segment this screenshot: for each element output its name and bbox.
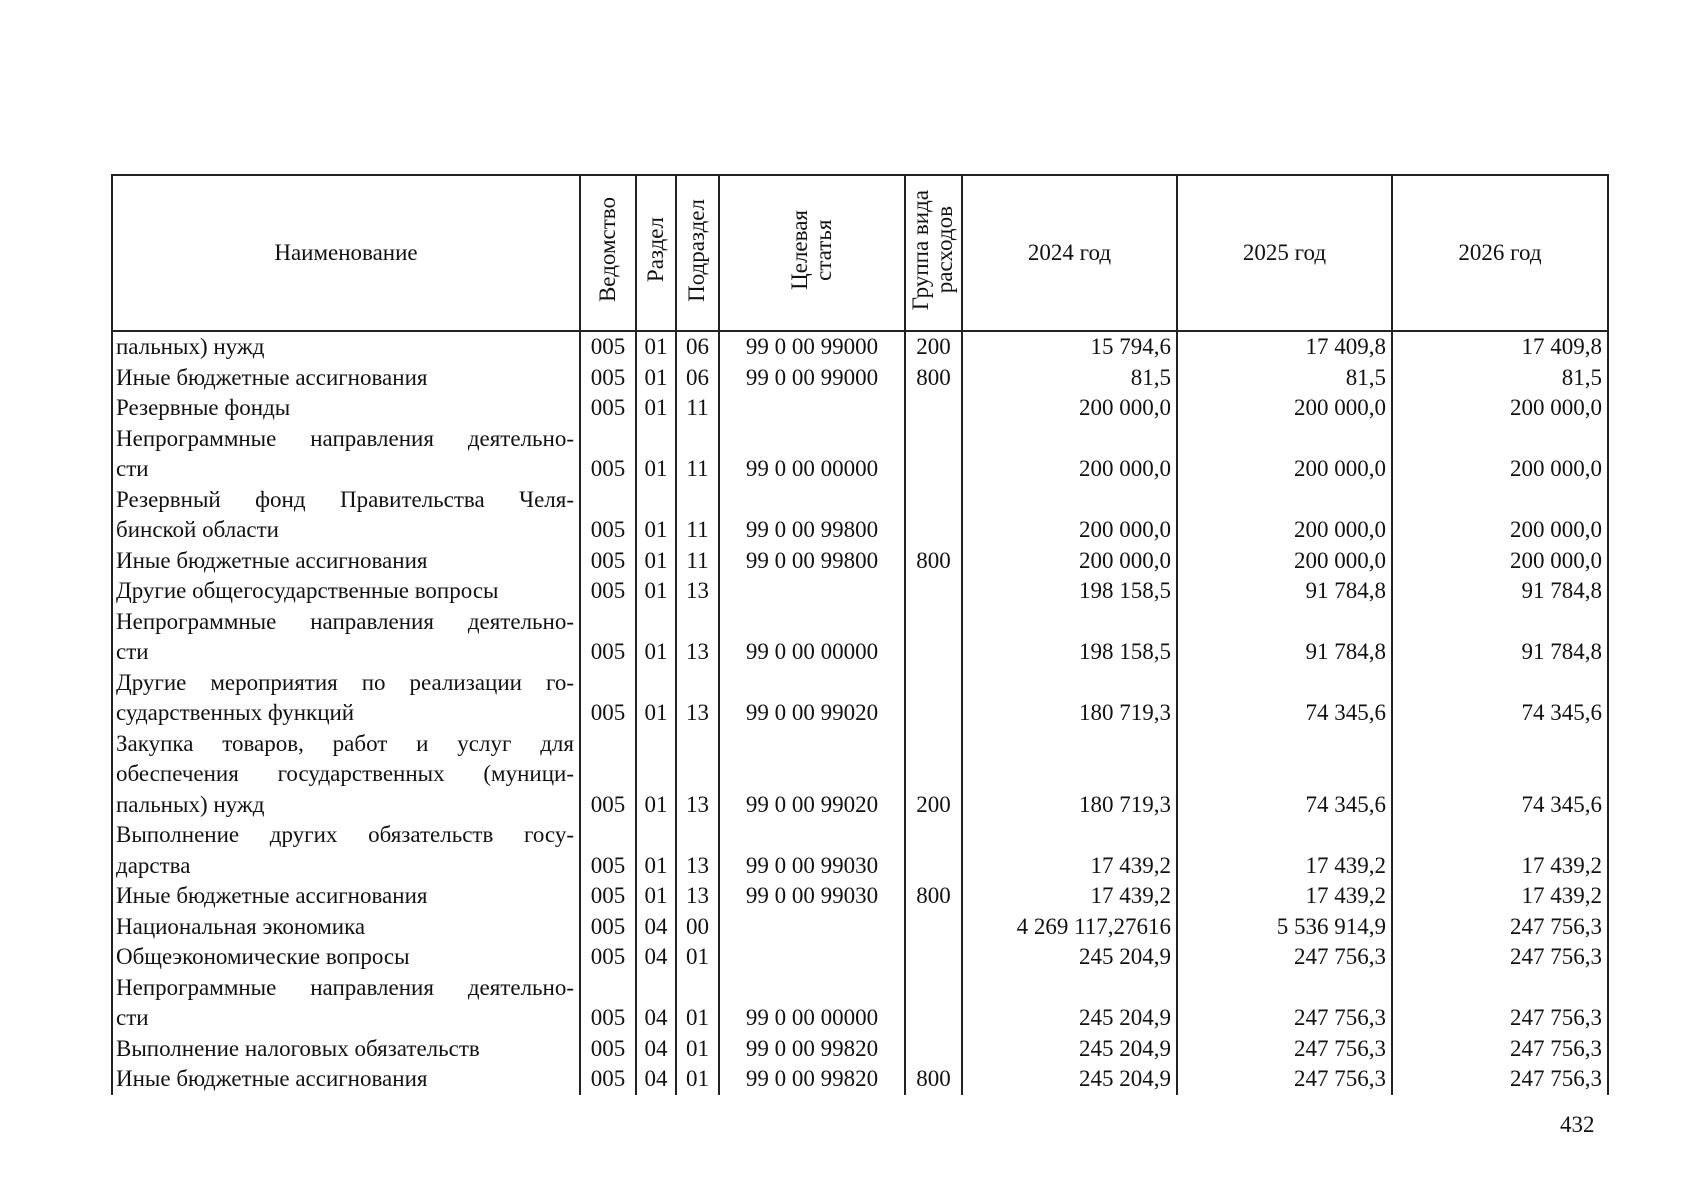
cell-section: [636, 668, 676, 699]
cell-department: 005: [580, 912, 636, 943]
cell-department: 005: [580, 515, 636, 546]
cell-name: Иные бюджетные ассигнования: [112, 363, 580, 394]
cell-2024: 245 204,9: [962, 1003, 1177, 1034]
table-row: [112, 729, 1608, 760]
header-year-2026: 2026 год: [1392, 175, 1608, 331]
cell-expense-group: [905, 820, 962, 851]
cell-expense-group: [905, 1003, 962, 1034]
cell-department: 005: [580, 698, 636, 729]
cell-expense-group: [905, 424, 962, 455]
cell-subsection: 00: [676, 912, 719, 943]
cell-2025: [1177, 424, 1392, 455]
cell-name: Резервные фонды: [112, 393, 580, 424]
cell-2025: 247 756,3: [1177, 1064, 1392, 1095]
cell-name: Закупка товаров, работ и услуг для: [112, 729, 580, 760]
cell-target-article: 99 0 00 99020: [719, 698, 905, 729]
cell-2025: [1177, 759, 1392, 790]
cell-2024: 198 158,5: [962, 637, 1177, 668]
cell-subsection: 01: [676, 942, 719, 973]
table-row: [112, 1034, 1608, 1065]
cell-section: 01: [636, 515, 676, 546]
cell-department: 005: [580, 851, 636, 882]
cell-2026: 74 345,6: [1392, 698, 1608, 729]
cell-name: пальных) нужд: [112, 331, 580, 363]
cell-expense-group: [905, 393, 962, 424]
table-row: [112, 698, 1608, 729]
table-row: [112, 576, 1608, 607]
cell-2024: [962, 607, 1177, 638]
cell-name: Иные бюджетные ассигнования: [112, 1064, 580, 1095]
cell-2026: [1392, 820, 1608, 851]
cell-target-article: [719, 485, 905, 516]
cell-target-article: [719, 759, 905, 790]
cell-2026: [1392, 424, 1608, 455]
cell-section: 01: [636, 881, 676, 912]
table-row: [112, 331, 1608, 363]
cell-2025: 74 345,6: [1177, 698, 1392, 729]
cell-2025: 74 345,6: [1177, 790, 1392, 821]
cell-subsection: 01: [676, 1034, 719, 1065]
cell-name: сти: [112, 454, 580, 485]
cell-subsection: 01: [676, 1003, 719, 1034]
cell-expense-group: 800: [905, 363, 962, 394]
cell-name: Другие мероприятия по реализации го-: [112, 668, 580, 699]
header-name: Наименование: [112, 175, 580, 331]
cell-section: [636, 424, 676, 455]
cell-subsection: 13: [676, 698, 719, 729]
cell-subsection: 11: [676, 515, 719, 546]
cell-department: [580, 424, 636, 455]
cell-2026: [1392, 973, 1608, 1004]
cell-department: 005: [580, 331, 636, 363]
cell-target-article: 99 0 00 99820: [719, 1064, 905, 1095]
cell-name: Иные бюджетные ассигнования: [112, 881, 580, 912]
table-row: [112, 1064, 1608, 1095]
cell-expense-group: 800: [905, 1064, 962, 1095]
cell-section: 01: [636, 637, 676, 668]
cell-expense-group: [905, 485, 962, 516]
cell-name: Национальная экономика: [112, 912, 580, 943]
header-expense-group: Группа вида расходов: [905, 175, 962, 331]
cell-2024: 81,5: [962, 363, 1177, 394]
cell-section: 04: [636, 912, 676, 943]
cell-name: Непрограммные направления деятельно-: [112, 973, 580, 1004]
table-row: [112, 363, 1608, 394]
cell-department: 005: [580, 546, 636, 577]
cell-expense-group: [905, 942, 962, 973]
cell-target-article: 99 0 00 99800: [719, 515, 905, 546]
cell-target-article: 99 0 00 99020: [719, 790, 905, 821]
cell-department: 005: [580, 1064, 636, 1095]
table-row: [112, 546, 1608, 577]
cell-2025: 5 536 914,9: [1177, 912, 1392, 943]
cell-2024: [962, 424, 1177, 455]
cell-department: [580, 973, 636, 1004]
cell-section: 04: [636, 942, 676, 973]
cell-2026: 200 000,0: [1392, 515, 1608, 546]
cell-2026: 91 784,8: [1392, 576, 1608, 607]
cell-2024: 200 000,0: [962, 515, 1177, 546]
cell-expense-group: [905, 973, 962, 1004]
cell-2026: [1392, 607, 1608, 638]
cell-2025: 91 784,8: [1177, 637, 1392, 668]
cell-2025: [1177, 973, 1392, 1004]
cell-subsection: [676, 607, 719, 638]
cell-2024: [962, 820, 1177, 851]
cell-department: [580, 668, 636, 699]
cell-2026: 247 756,3: [1392, 1034, 1608, 1065]
table-row: [112, 820, 1608, 851]
cell-target-article: [719, 912, 905, 943]
table-row: [112, 973, 1608, 1004]
cell-2025: 17 409,8: [1177, 331, 1392, 363]
cell-target-article: [719, 942, 905, 973]
cell-2025: [1177, 607, 1392, 638]
cell-2026: 247 756,3: [1392, 1064, 1608, 1095]
cell-subsection: 11: [676, 393, 719, 424]
cell-target-article: [719, 424, 905, 455]
cell-expense-group: [905, 637, 962, 668]
cell-subsection: [676, 820, 719, 851]
cell-section: 01: [636, 393, 676, 424]
cell-2024: [962, 668, 1177, 699]
cell-subsection: 06: [676, 331, 719, 363]
cell-department: 005: [580, 454, 636, 485]
header-department: Ведомство: [580, 175, 636, 331]
cell-expense-group: [905, 668, 962, 699]
cell-2026: 81,5: [1392, 363, 1608, 394]
cell-name: Другие общегосударственные вопросы: [112, 576, 580, 607]
cell-2026: [1392, 729, 1608, 760]
cell-expense-group: [905, 851, 962, 882]
cell-department: 005: [580, 790, 636, 821]
cell-2026: 200 000,0: [1392, 546, 1608, 577]
cell-target-article: 99 0 00 00000: [719, 454, 905, 485]
header-subsection: Подраздел: [676, 175, 719, 331]
cell-name: Резервный фонд Правительства Челя-: [112, 485, 580, 516]
cell-2025: 200 000,0: [1177, 546, 1392, 577]
cell-2026: 247 756,3: [1392, 1003, 1608, 1034]
cell-target-article: 99 0 00 00000: [719, 1003, 905, 1034]
cell-section: 01: [636, 454, 676, 485]
cell-2024: 245 204,9: [962, 1034, 1177, 1065]
cell-expense-group: [905, 729, 962, 760]
table-row: [112, 454, 1608, 485]
cell-name: сти: [112, 637, 580, 668]
cell-target-article: 99 0 00 99000: [719, 331, 905, 363]
table-row: [112, 485, 1608, 516]
header-year-2025: 2025 год: [1177, 175, 1392, 331]
cell-expense-group: 800: [905, 881, 962, 912]
cell-2024: 17 439,2: [962, 881, 1177, 912]
cell-2025: 200 000,0: [1177, 393, 1392, 424]
cell-2025: 200 000,0: [1177, 454, 1392, 485]
table-row: [112, 851, 1608, 882]
cell-department: 005: [580, 363, 636, 394]
cell-2025: 200 000,0: [1177, 515, 1392, 546]
cell-subsection: 11: [676, 546, 719, 577]
cell-department: [580, 759, 636, 790]
cell-2025: 17 439,2: [1177, 881, 1392, 912]
cell-target-article: 99 0 00 99000: [719, 363, 905, 394]
cell-section: 01: [636, 331, 676, 363]
cell-name: дарства: [112, 851, 580, 882]
table-row: [112, 790, 1608, 821]
cell-2024: [962, 729, 1177, 760]
cell-2024: 180 719,3: [962, 790, 1177, 821]
cell-2026: [1392, 485, 1608, 516]
cell-target-article: 99 0 00 99800: [719, 546, 905, 577]
cell-subsection: 01: [676, 1064, 719, 1095]
cell-section: [636, 729, 676, 760]
cell-2025: 247 756,3: [1177, 1034, 1392, 1065]
cell-section: [636, 973, 676, 1004]
cell-section: 04: [636, 1064, 676, 1095]
cell-2024: 200 000,0: [962, 393, 1177, 424]
cell-subsection: [676, 668, 719, 699]
table-row: [112, 1003, 1608, 1034]
cell-section: 04: [636, 1034, 676, 1065]
cell-name: Выполнение других обязательств госу-: [112, 820, 580, 851]
cell-2026: 91 784,8: [1392, 637, 1608, 668]
cell-section: 01: [636, 576, 676, 607]
cell-section: [636, 759, 676, 790]
cell-expense-group: [905, 912, 962, 943]
cell-2026: 74 345,6: [1392, 790, 1608, 821]
cell-2026: 200 000,0: [1392, 454, 1608, 485]
cell-subsection: [676, 973, 719, 1004]
cell-2024: 245 204,9: [962, 942, 1177, 973]
cell-2026: [1392, 759, 1608, 790]
cell-department: 005: [580, 637, 636, 668]
table-row: [112, 515, 1608, 546]
cell-2024: 15 794,6: [962, 331, 1177, 363]
cell-name: Общеэкономические вопросы: [112, 942, 580, 973]
cell-department: [580, 485, 636, 516]
cell-2024: [962, 973, 1177, 1004]
budget-table: [111, 174, 1609, 1095]
cell-target-article: 99 0 00 99030: [719, 881, 905, 912]
cell-2024: 200 000,0: [962, 546, 1177, 577]
cell-target-article: [719, 973, 905, 1004]
cell-subsection: [676, 759, 719, 790]
cell-department: 005: [580, 881, 636, 912]
table-row: [112, 881, 1608, 912]
cell-2026: 200 000,0: [1392, 393, 1608, 424]
cell-subsection: 13: [676, 790, 719, 821]
cell-target-article: [719, 820, 905, 851]
header-section: Раздел: [636, 175, 676, 331]
cell-target-article: [719, 607, 905, 638]
table-header-row: [112, 175, 1608, 331]
cell-expense-group: [905, 454, 962, 485]
cell-subsection: 13: [676, 637, 719, 668]
cell-section: 01: [636, 790, 676, 821]
table-row: [112, 912, 1608, 943]
cell-target-article: 99 0 00 99820: [719, 1034, 905, 1065]
cell-section: 01: [636, 363, 676, 394]
cell-2026: 17 439,2: [1392, 851, 1608, 882]
cell-name: пальных) нужд: [112, 790, 580, 821]
cell-2025: [1177, 485, 1392, 516]
cell-2026: 17 439,2: [1392, 881, 1608, 912]
table-row: [112, 668, 1608, 699]
cell-expense-group: [905, 759, 962, 790]
table-row: [112, 759, 1608, 790]
cell-department: 005: [580, 393, 636, 424]
cell-2026: 17 409,8: [1392, 331, 1608, 363]
cell-subsection: 13: [676, 881, 719, 912]
cell-department: [580, 607, 636, 638]
page-number: 432: [1560, 1112, 1595, 1137]
cell-name: сударственных функций: [112, 698, 580, 729]
cell-2026: 247 756,3: [1392, 912, 1608, 943]
cell-subsection: 06: [676, 363, 719, 394]
cell-2025: 81,5: [1177, 363, 1392, 394]
cell-department: 005: [580, 576, 636, 607]
cell-section: [636, 485, 676, 516]
cell-2024: 180 719,3: [962, 698, 1177, 729]
cell-name: Непрограммные направления деятельно-: [112, 607, 580, 638]
cell-2025: [1177, 668, 1392, 699]
cell-expense-group: [905, 607, 962, 638]
cell-target-article: [719, 576, 905, 607]
cell-expense-group: [905, 515, 962, 546]
table-row: [112, 424, 1608, 455]
cell-expense-group: 800: [905, 546, 962, 577]
header-target-article: Целевая статья: [719, 175, 905, 331]
cell-expense-group: 200: [905, 331, 962, 363]
cell-2024: 200 000,0: [962, 454, 1177, 485]
header-year-2024: 2024 год: [962, 175, 1177, 331]
cell-subsection: [676, 485, 719, 516]
cell-2025: 247 756,3: [1177, 1003, 1392, 1034]
cell-section: 01: [636, 698, 676, 729]
cell-2025: [1177, 729, 1392, 760]
cell-subsection: 13: [676, 576, 719, 607]
cell-department: 005: [580, 1003, 636, 1034]
cell-name: Непрограммные направления деятельно-: [112, 424, 580, 455]
cell-2025: 247 756,3: [1177, 942, 1392, 973]
cell-expense-group: [905, 698, 962, 729]
cell-section: [636, 607, 676, 638]
cell-expense-group: [905, 576, 962, 607]
cell-department: 005: [580, 942, 636, 973]
cell-2026: [1392, 668, 1608, 699]
table-body: [112, 331, 1608, 1095]
cell-expense-group: [905, 1034, 962, 1065]
cell-department: [580, 820, 636, 851]
cell-department: 005: [580, 1034, 636, 1065]
cell-department: [580, 729, 636, 760]
cell-2025: 17 439,2: [1177, 851, 1392, 882]
cell-name: бинской области: [112, 515, 580, 546]
table-row: [112, 637, 1608, 668]
cell-name: Выполнение налоговых обязательств: [112, 1034, 580, 1065]
cell-target-article: [719, 393, 905, 424]
cell-2024: 17 439,2: [962, 851, 1177, 882]
cell-subsection: [676, 424, 719, 455]
cell-2024: [962, 759, 1177, 790]
cell-section: 01: [636, 851, 676, 882]
cell-section: [636, 820, 676, 851]
cell-name: сти: [112, 1003, 580, 1034]
cell-2025: 91 784,8: [1177, 576, 1392, 607]
cell-section: 01: [636, 546, 676, 577]
cell-name: Иные бюджетные ассигнования: [112, 546, 580, 577]
cell-name: обеспечения государственных (муници-: [112, 759, 580, 790]
cell-section: 04: [636, 1003, 676, 1034]
cell-expense-group: 200: [905, 790, 962, 821]
cell-2026: 247 756,3: [1392, 942, 1608, 973]
cell-2024: 245 204,9: [962, 1064, 1177, 1095]
table-row: [112, 393, 1608, 424]
cell-2024: 4 269 117,27616: [962, 912, 1177, 943]
cell-2024: 198 158,5: [962, 576, 1177, 607]
cell-target-article: 99 0 00 00000: [719, 637, 905, 668]
cell-subsection: 11: [676, 454, 719, 485]
cell-target-article: 99 0 00 99030: [719, 851, 905, 882]
table-row: [112, 942, 1608, 973]
table-row: [112, 607, 1608, 638]
cell-target-article: [719, 668, 905, 699]
cell-2025: [1177, 820, 1392, 851]
cell-2024: [962, 485, 1177, 516]
cell-subsection: 13: [676, 851, 719, 882]
cell-target-article: [719, 729, 905, 760]
cell-subsection: [676, 729, 719, 760]
